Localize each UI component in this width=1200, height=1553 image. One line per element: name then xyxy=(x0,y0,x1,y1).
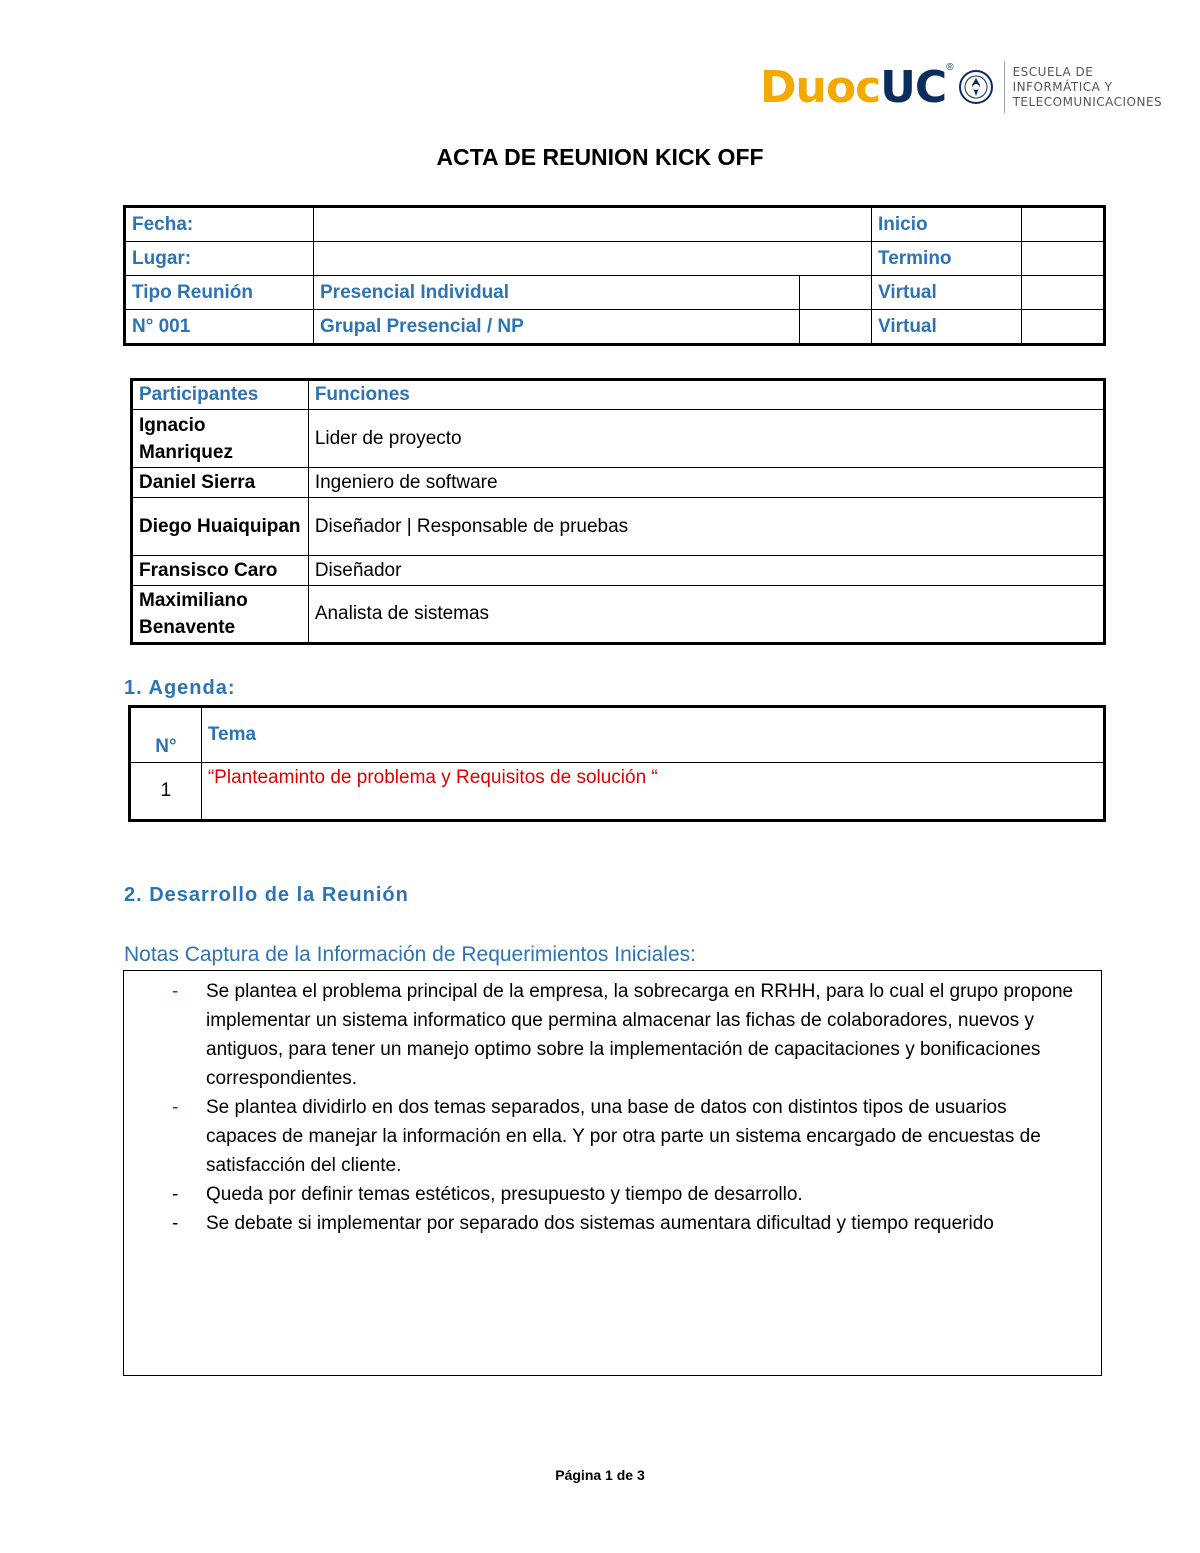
participant-name: Maximiliano Benavente xyxy=(132,586,309,644)
participant-function: Diseñador | Responsable de pruebas xyxy=(308,498,1104,556)
note-bullet: - xyxy=(172,1213,179,1234)
note-text: Se plantea dividirlo en dos temas separados, una base de datos con distintos tipos de usuarios capaces de manejar la información en ella. Y por otra parte un sistema encargado de encuestas de satisfacción del cliente. xyxy=(206,1097,1041,1176)
grupal-presencial-label: Grupal Presencial / NP xyxy=(314,310,800,345)
presencial-individual-checkbox[interactable] xyxy=(800,276,872,310)
participant-name: Diego Huaiquipan xyxy=(132,498,309,556)
logo-school-line: TELECOMUNICACIONES xyxy=(1012,94,1163,109)
table-row xyxy=(130,763,1105,821)
fecha-label: Fecha: xyxy=(125,207,314,242)
termino-label: Termino xyxy=(872,242,1022,276)
table-row xyxy=(132,468,1105,498)
logo-school-line: ESCUELA DE xyxy=(1012,64,1094,79)
virtual-label: Virtual xyxy=(872,276,1022,310)
grupal-presencial-checkbox[interactable] xyxy=(800,310,872,345)
note-text: Queda por definir temas estéticos, presupuesto y tiempo de desarrollo. xyxy=(206,1184,803,1205)
table-row xyxy=(125,207,1105,242)
table-row xyxy=(132,410,1105,468)
agenda-number-header: N° xyxy=(130,707,202,763)
termino-value[interactable] xyxy=(1022,242,1105,276)
table-row xyxy=(132,556,1105,586)
notes-list xyxy=(166,977,1081,1238)
participant-function: Lider de proyecto xyxy=(308,410,1104,468)
participant-name: Daniel Sierra xyxy=(132,468,309,498)
note-text: Se plantea el problema principal de la empresa, la sobrecarga en RRHH, para lo cual el grupo propone implementar un sistema informatico que permina almacenar las fichas de colaboradores, nuevos y antiguos, para tener un manejo optimo sobre la implementación de capacitaciones y bonificaciones correspondientes. xyxy=(206,981,1074,1089)
table-header-row xyxy=(130,707,1105,763)
note-bullet: - xyxy=(172,1097,179,1118)
notes-box xyxy=(123,970,1102,1376)
functions-header: Funciones xyxy=(308,380,1104,410)
participant-name: Ignacio Manriquez xyxy=(132,410,309,468)
document-title: ACTA DE REUNION KICK OFF xyxy=(436,144,764,170)
logo-brand-duoc: Duoc xyxy=(760,61,881,113)
logo-registered-mark: ® xyxy=(946,62,954,73)
note-bullet: - xyxy=(172,1184,179,1205)
inicio-value[interactable] xyxy=(1022,207,1105,242)
table-header-row xyxy=(132,380,1105,410)
development-heading: 2. Desarrollo de la Reunión xyxy=(124,884,409,906)
fecha-value[interactable] xyxy=(314,207,872,242)
participant-name: Fransisco Caro xyxy=(132,556,309,586)
agenda-table xyxy=(128,705,1106,822)
university-seal-icon xyxy=(958,69,994,105)
note-text: Se debate si implementar por separado dos sistemas aumentara dificultad y tiempo requerido xyxy=(206,1213,994,1234)
tipo-reunion-label: Tipo Reunión xyxy=(125,276,314,310)
meeting-number-label: N° 001 xyxy=(125,310,314,345)
table-row xyxy=(132,498,1105,556)
page-footer: Página 1 de 3 xyxy=(555,1467,645,1483)
logo-brand-uc: UC xyxy=(880,61,947,113)
logo-school-name xyxy=(1013,65,1163,110)
participant-function: Diseñador xyxy=(308,556,1104,586)
agenda-item-topic: “Planteaminto de problema y Requisitos de solución “ xyxy=(201,763,1104,821)
logo-divider xyxy=(1004,61,1005,113)
lugar-label: Lugar: xyxy=(125,242,314,276)
duocuc-logo xyxy=(760,56,1162,118)
note-bullet: - xyxy=(172,981,179,1002)
virtual-checkbox[interactable] xyxy=(1022,276,1105,310)
note-item xyxy=(166,977,1081,1093)
note-item xyxy=(166,1180,1081,1209)
table-row xyxy=(125,276,1105,310)
notes-title: Notas Captura de la Información de Requerimientos Iniciales: xyxy=(124,943,696,966)
virtual-checkbox[interactable] xyxy=(1022,310,1105,345)
presencial-individual-label: Presencial Individual xyxy=(314,276,800,310)
table-row xyxy=(132,586,1105,644)
participants-header: Participantes xyxy=(132,380,309,410)
logo-school-line: INFORMÁTICA Y xyxy=(1012,79,1113,94)
note-item xyxy=(166,1209,1081,1238)
table-row xyxy=(125,242,1105,276)
agenda-heading: 1. Agenda: xyxy=(124,677,236,699)
participant-function: Ingeniero de software xyxy=(308,468,1104,498)
meeting-info-table xyxy=(123,205,1106,346)
agenda-item-number: 1 xyxy=(130,763,202,821)
agenda-topic-header: Tema xyxy=(201,707,1104,763)
participants-table xyxy=(130,378,1106,645)
table-row xyxy=(125,310,1105,345)
lugar-value[interactable] xyxy=(314,242,872,276)
inicio-label: Inicio xyxy=(872,207,1022,242)
note-item xyxy=(166,1093,1081,1180)
virtual-label: Virtual xyxy=(872,310,1022,345)
participant-function: Analista de sistemas xyxy=(308,586,1104,644)
